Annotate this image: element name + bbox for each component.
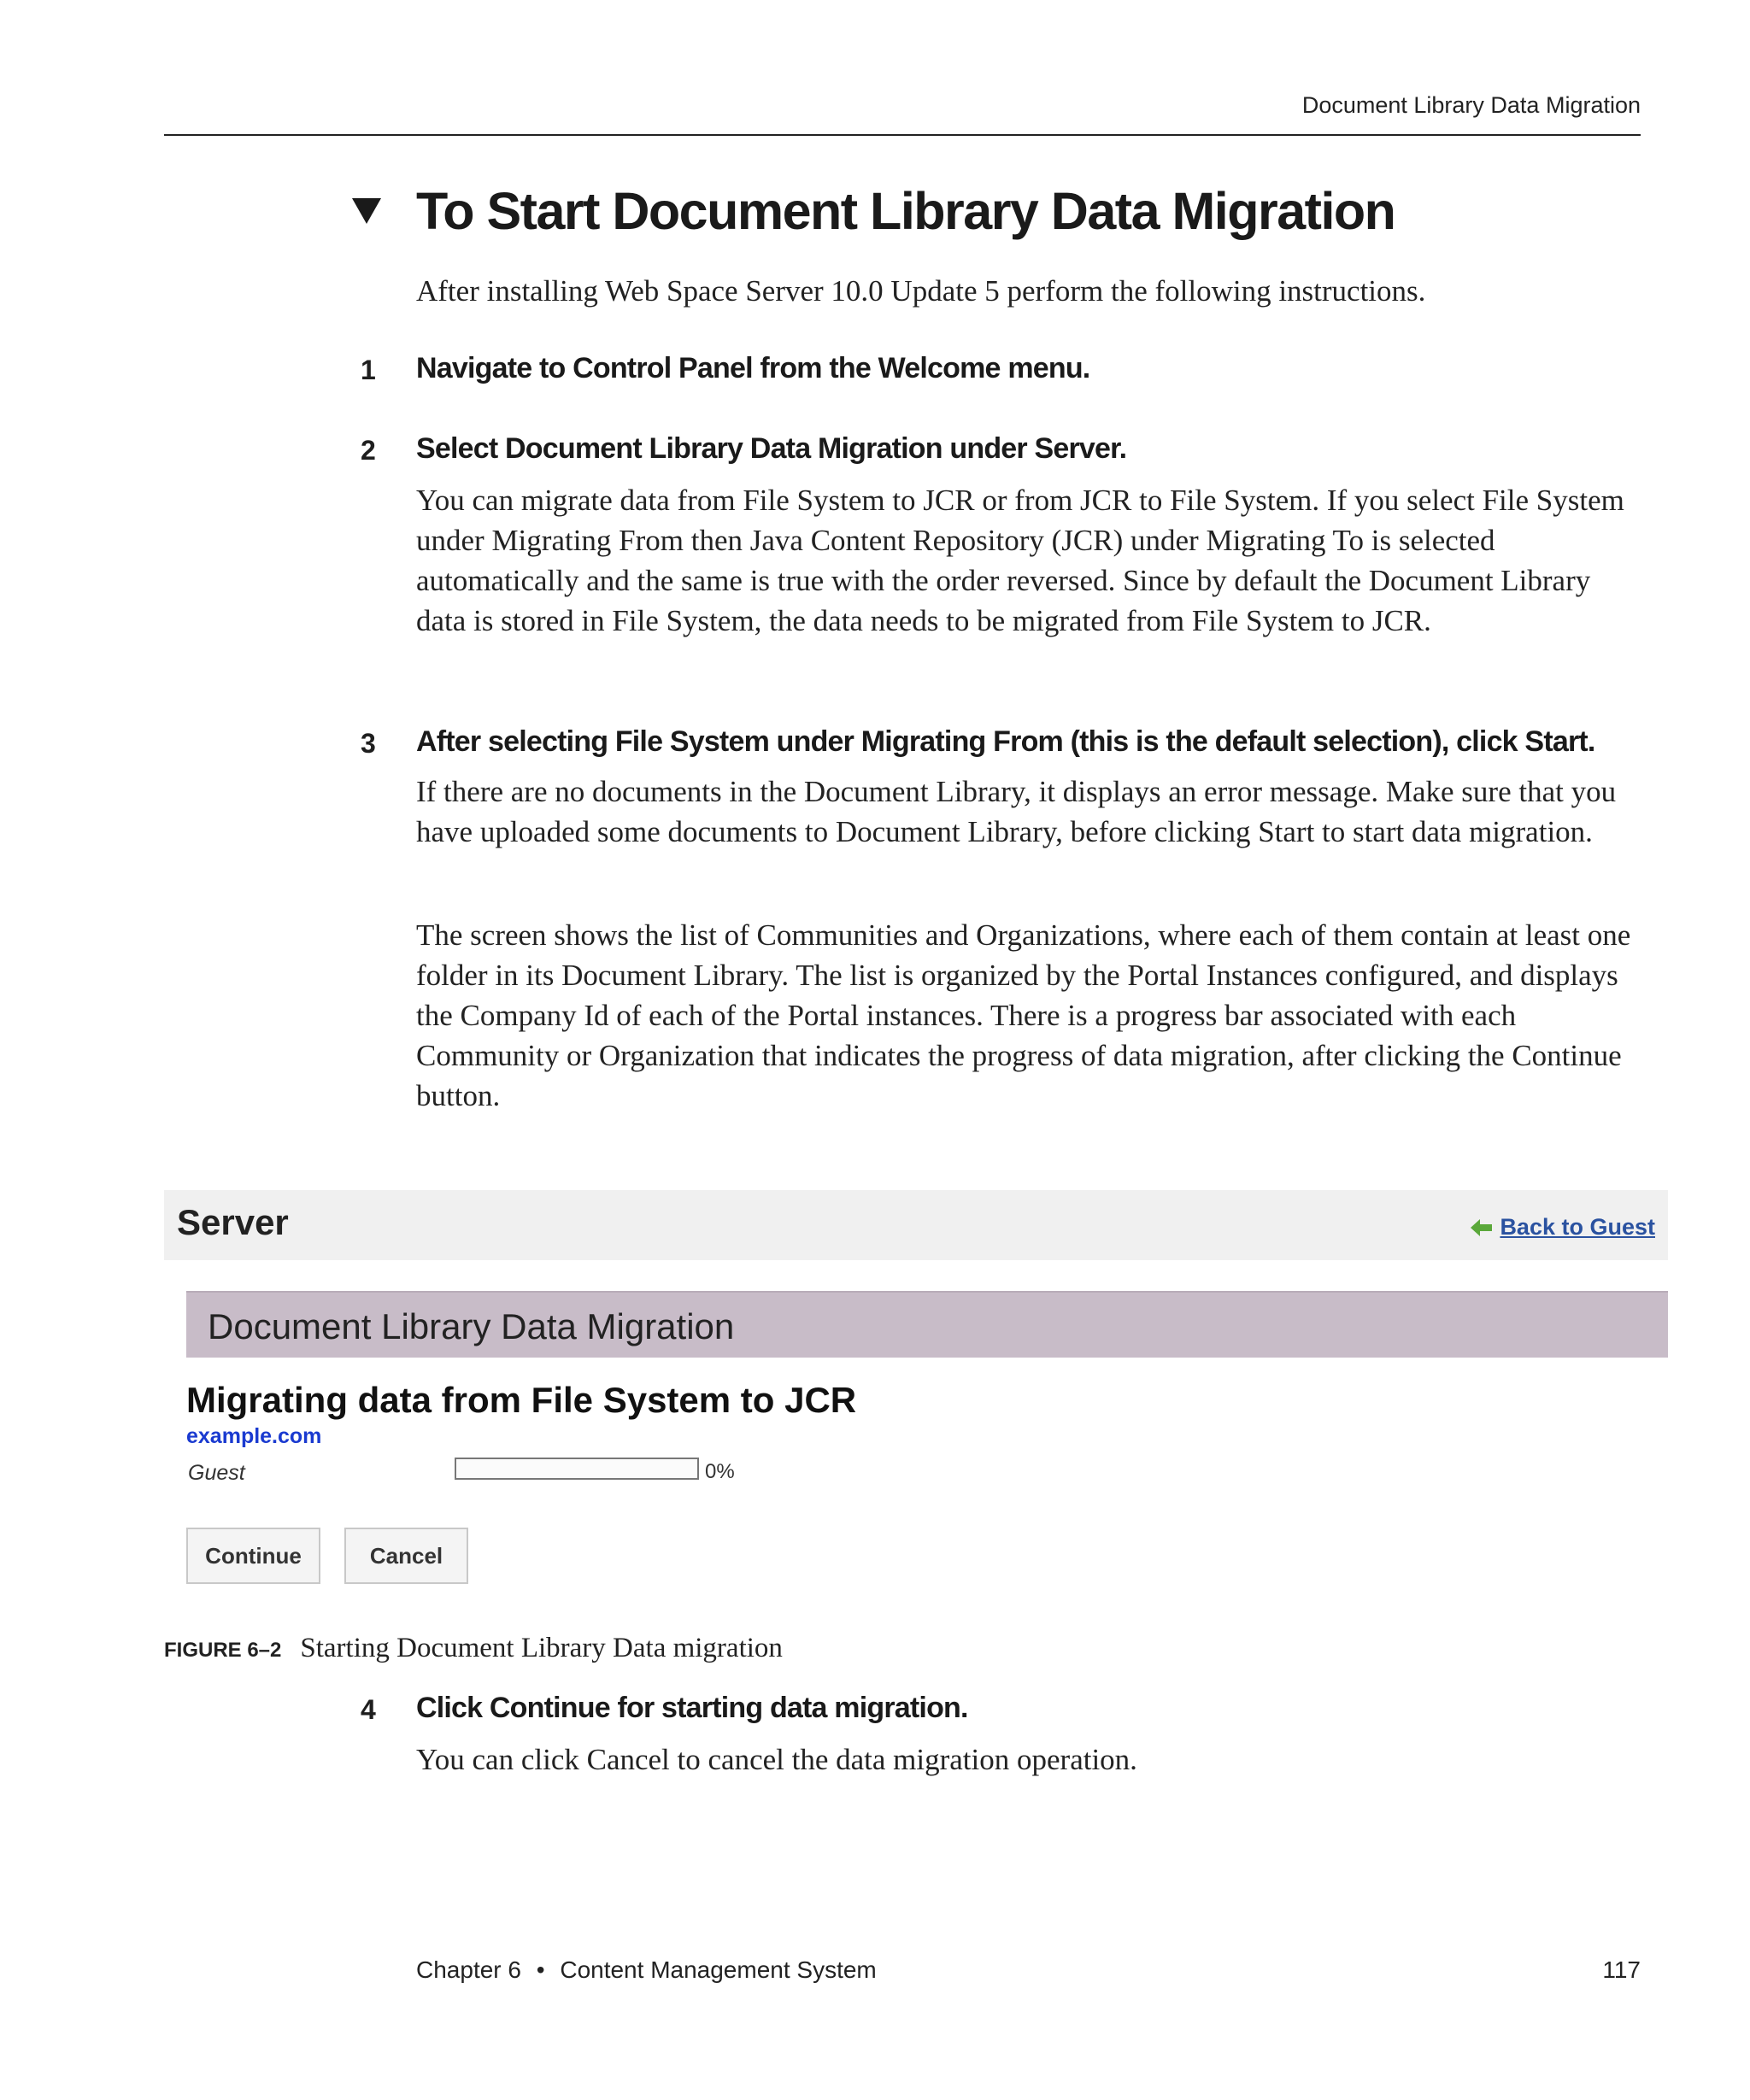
step-2-paragraph: You can migrate data from File System to JCR or from JCR to File System. If you select File System under Migrating From then Java Content Repository (JCR) under Migrating To is selected automatically and the same is true with the order reversed. Since by default the Document Library data is stored in File System, the data needs to be migrated from File System to JCR. [416,484,1624,637]
continue-button[interactable]: Continue [186,1528,320,1584]
page-number: 117 [1602,1956,1641,1983]
step-4-paragraph: You can click Cancel to cancel the data migration operation. [416,1743,1137,1776]
step-4-heading: Click Continue for starting data migration. [416,1692,968,1724]
intro-paragraph: After installing Web Space Server 10.0 Update 5 perform the following instructions. [416,274,1426,308]
footer-chapter-number: Chapter 6 [416,1956,521,1983]
panel-header [186,1291,1668,1358]
section-title: To Start Document Library Data Migration [416,182,1395,240]
server-title-bar [164,1190,1668,1260]
figure-caption-text: Starting Document Library Data migration [300,1633,783,1663]
progress-percent: 0% [705,1460,735,1483]
step-3-paragraph-1: If there are no documents in the Document Library, it displays an error message. Make sure that you have uploaded some documents to Document Library, before clicking Start to start data migration. [416,775,1617,848]
figure-label: FIGURE 6–2 [164,1639,282,1662]
triangle-marker-icon [352,198,381,224]
step-1-heading: Navigate to Control Panel from the Welcome menu. [416,352,1090,384]
step-1-number: 1 [361,355,376,385]
company-id: example.com [186,1424,322,1448]
header-rule [164,134,1641,136]
community-name: Guest [188,1461,245,1485]
panel-title: Document Library Data Migration [208,1306,735,1346]
figure-caption [164,1633,783,1664]
left-arrow-icon [1471,1218,1493,1237]
back-link-label: Back to Guest [1500,1214,1655,1240]
footer-chapter [416,1956,877,1984]
back-to-guest-link[interactable] [1471,1214,1655,1241]
running-head: Document Library Data Migration [1301,92,1641,118]
step-3-number: 3 [361,728,376,759]
step-3-paragraph-2: The screen shows the list of Communities and Organizations, where each of them contain at least one folder in its Document Library. The list is organized by the Portal Instances configured, and displays the Company Id of each of the Portal instances. There is a progress bar associated with each Community or Organization that indicates the progress of data migration, after clicking the Continue button. [416,918,1631,1112]
progress-bar [455,1458,699,1480]
cancel-button[interactable]: Cancel [344,1528,468,1584]
server-label: Server [177,1202,289,1242]
step-2-number: 2 [361,435,376,466]
footer-chapter-title: Content Management System [560,1956,877,1983]
migrating-title: Migrating data from File System to JCR [186,1380,857,1420]
step-4-number: 4 [361,1694,376,1725]
step-3-heading: After selecting File System under Migrating From (this is the default selection), click Start. [416,725,1595,758]
footer-separator: • [536,1956,545,1983]
step-2-heading: Select Document Library Data Migration under Server. [416,432,1127,465]
